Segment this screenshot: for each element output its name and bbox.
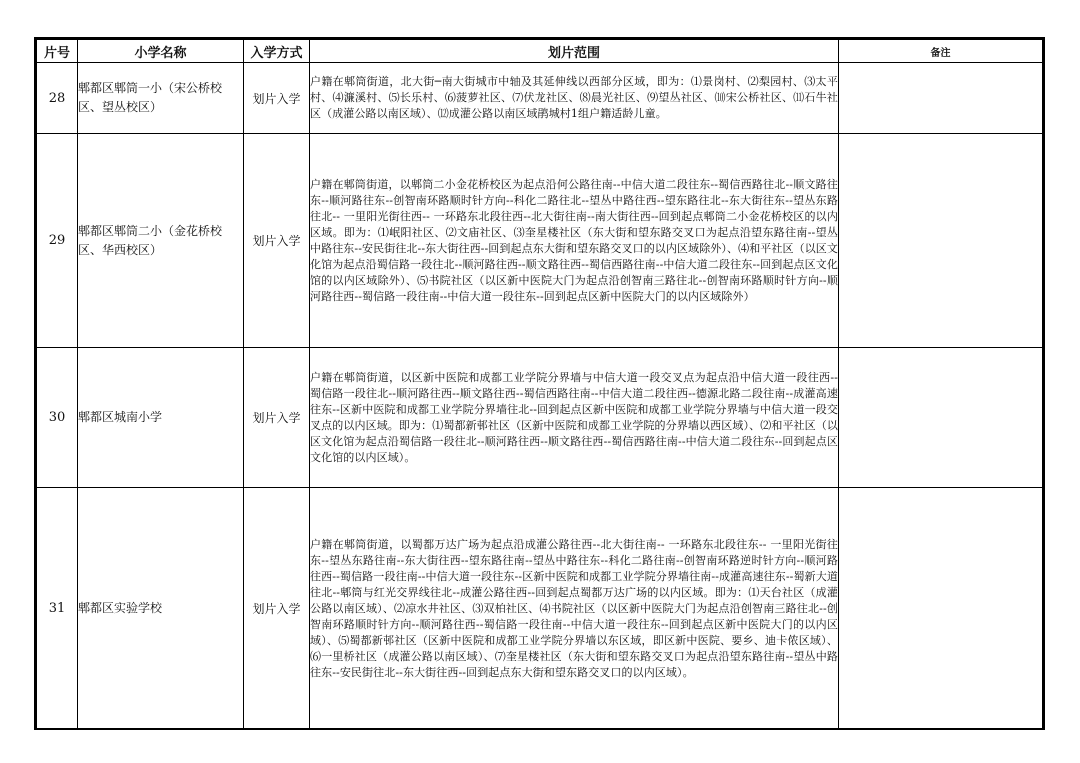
header-school-name: 小学名称 — [78, 40, 244, 63]
table-row — [37, 134, 1043, 348]
zone-range-cell: 户籍在郫筒街道，以郫筒二小金花桥校区为起点沿何公路往南--中信大道二段往东--蜀信西路往北--顺文路往东--顺河路往东--创智南环路顺时针方向--科化二路往北--望丛中路往西--望东路往北--东大街往东--望丛东路往北-- 一里阳光街往西-- 一环路东北段往西--北大街往南--南大街往西--回到起点郫筒二小金花桥校区的以内区域。即为：⑴岷阳社区、⑵文庙社区、⑶奎星楼社区（东大街和望东路交叉口为起点沿望东路往南--望丛中路往东--安民街往北--东大街往西--回到起点东大街和望东路交叉口的以内区域除外）、⑷和平社区（以区文化馆为起点沿蜀信路一段往北--顺河路往西--顺文路往西--蜀信西路往南--中信大道二段往东--回到起点区文化馆的以内区域除外）、⑸书院社区（以区新中医院大门为起点沿创智南三路往北--创智南环路顺时针方向--顺河路往西--蜀信路一段往南--中信大道一段往东--回到起点区新中医院大门的以内区域除外） — [310, 134, 839, 348]
zone-range-cell: 户籍在郫筒街道，以区新中医院和成都工业学院分界墙与中信大道一段交叉点为起点沿中信大道一段往西--蜀信路一段往北--顺河路往西--顺文路往西--蜀信西路往南--中信大道二段往西--德源北路二段往南--成灌高速往东--区新中医院和成都工业学院分界墙往北--回到起点区新中医院和成都工业学院分界墙与中信大道一段交叉点的以内区域。即为：⑴蜀都新邨社区（区新中医院和成都工业学院的分界墙以西区域）、⑵和平社区（以区文化馆为起点沿蜀信路一段往北--顺河路往西--顺文路往西--蜀信西路往南--中信大道二段往东--回到起点区文化馆的以内区域）。 — [310, 348, 839, 488]
school-name-cell: 郫都区城南小学 — [78, 348, 244, 488]
table-row — [37, 348, 1043, 488]
notes-cell — [839, 134, 1043, 348]
zone-number-cell: 30 — [37, 348, 78, 488]
admission-mode-cell: 划片入学 — [244, 63, 310, 134]
zone-number-cell: 28 — [37, 63, 78, 134]
admission-mode-cell: 划片入学 — [244, 134, 310, 348]
school-name-cell: 郫都区实验学校 — [78, 488, 244, 730]
header-zone-range: 划片范围 — [310, 40, 839, 63]
school-name-cell: 郫都区郫筒一小（宋公桥校区、望丛校区） — [78, 63, 244, 134]
enrollment-zone-sheet — [34, 37, 1045, 730]
school-name-cell: 郫都区郫筒二小（金花桥校区、华西校区） — [78, 134, 244, 348]
header-notes: 备注 — [839, 40, 1043, 63]
table-row — [37, 63, 1043, 134]
table-row — [37, 488, 1043, 730]
notes-cell — [839, 63, 1043, 134]
zone-number-cell: 29 — [37, 134, 78, 348]
admission-mode-cell: 划片入学 — [244, 348, 310, 488]
table-header-row — [37, 40, 1043, 63]
enrollment-zone-table — [36, 39, 1043, 730]
zone-range-cell: 户籍在郫筒街道，北大街─南大街城市中轴及其延伸线以西部分区域，即为：⑴景岗村、⑵梨园村、⑶太平村、⑷濂溪村、⑸长乐村、⑹菠萝社区、⑺伏龙社区、⑻晨光社区、⑼望丛社区、⑽宋公桥社区、⑾石牛社区（成灌公路以南区域）、⑿成灌公路以南区域鹃城村1组户籍适龄儿童。 — [310, 63, 839, 134]
notes-cell — [839, 488, 1043, 730]
zone-range-cell: 户籍在郫筒街道，以蜀都万达广场为起点沿成灌公路往西--北大街往南-- 一环路东北段往东-- 一里阳光街往东--望丛东路往南--东大街往西--望东路往南--望丛中路往东--科化二路往南--创智南环路逆时针方向--顺河路往西--蜀信路一段往南--中信大道一段往东--区新中医院和成都工业学院分界墙往南--成灌高速往东--蜀新大道往北--郫筒与红光交界线往北--成灌公路往西--回到起点蜀都万达广场的以内区域。即为：⑴天台社区（成灌公路以南区域）、⑵凉水井社区、⑶双柏社区、⑷书院社区（以区新中医院大门为起点沿创智南三路往北--创智南环路顺时针方向--顺河路往西--蜀信路一段往南--中信大道一段往东--回到起点区新中医院大门的以内区域）、⑸蜀都新邨社区（区新中医院和成都工业学院分界墙以东区域，即区新中医院、要乡、迪卡侬区域）、⑹一里桥社区（成灌公路以南区域）、⑺奎星楼社区（东大街和望东路交叉口为起点沿望东路往南--望丛中路往东--安民街往北--东大街往西--回到起点东大街和望东路交叉口的以内区域）。 — [310, 488, 839, 730]
header-admission-mode: 入学方式 — [244, 40, 310, 63]
admission-mode-cell: 划片入学 — [244, 488, 310, 730]
zone-number-cell: 31 — [37, 488, 78, 730]
notes-cell — [839, 348, 1043, 488]
header-zone-number: 片号 — [37, 40, 78, 63]
